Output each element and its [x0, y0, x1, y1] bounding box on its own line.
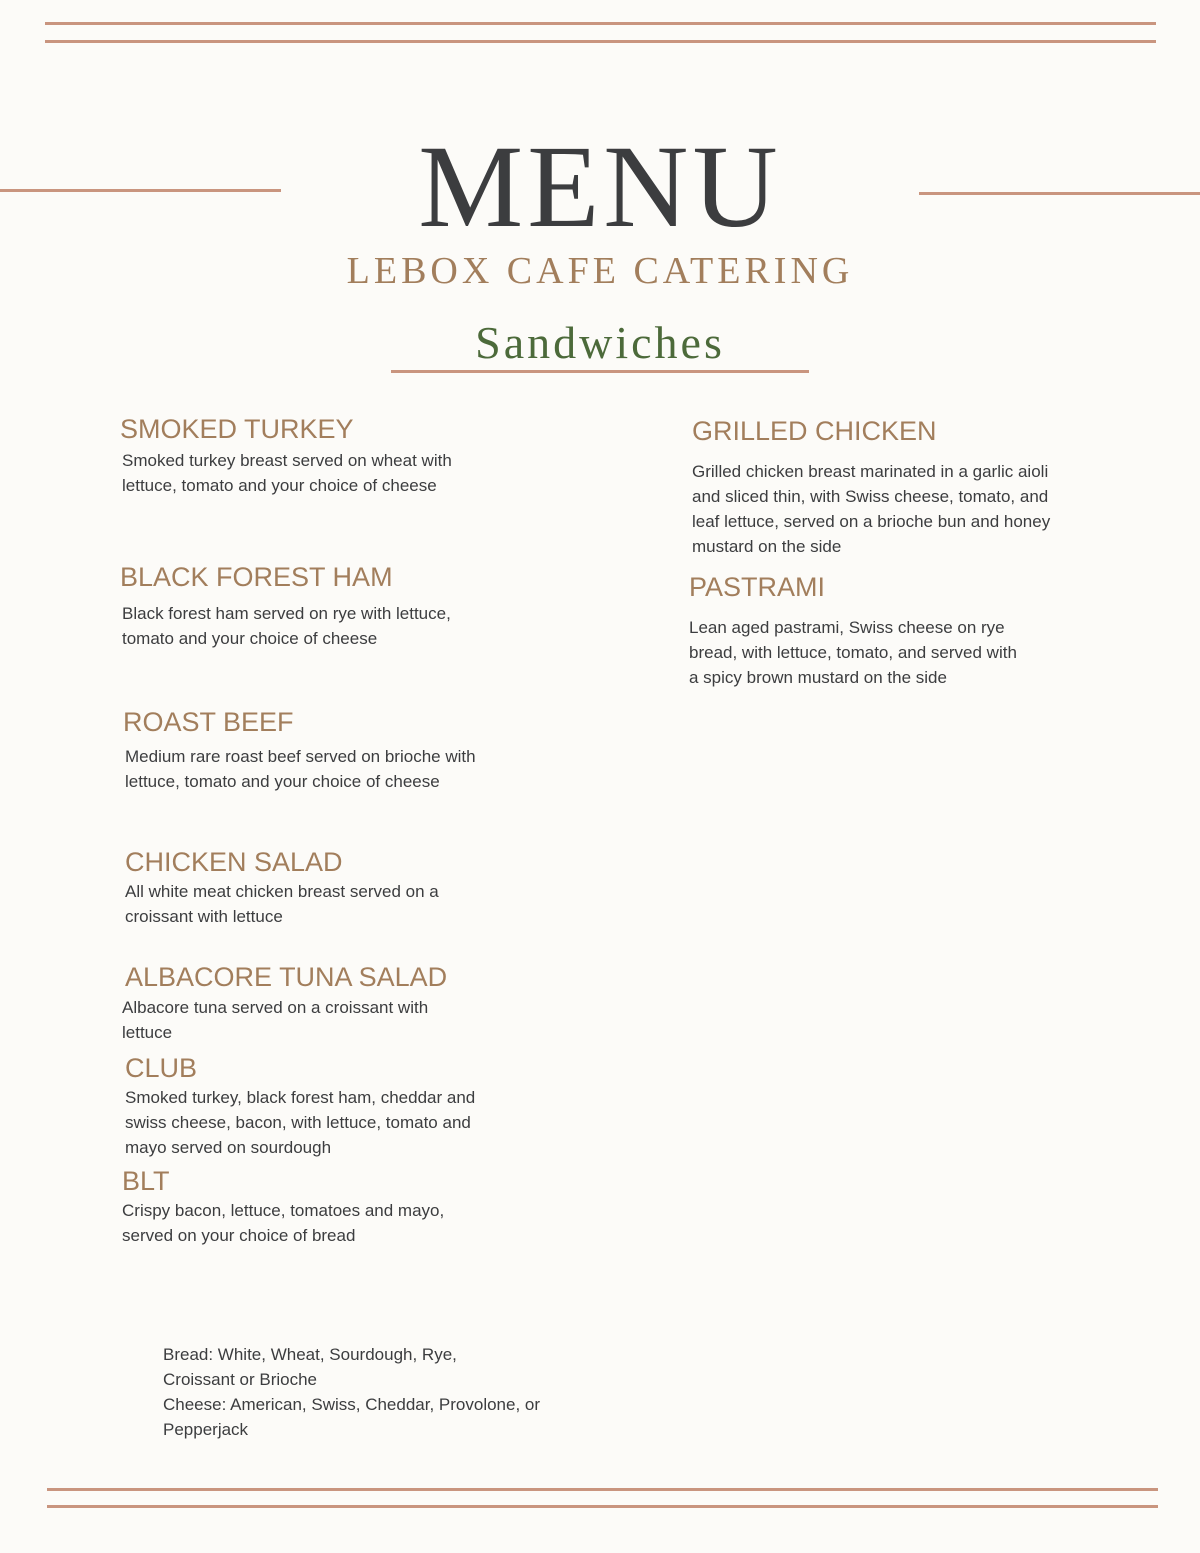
item-description: Crispy bacon, lettuce, tomatoes and mayo, served on your choice of bread [122, 1201, 445, 1245]
item-description: Black forest ham served on rye with lettuce, tomato and your choice of cheese [122, 604, 451, 648]
top-rule-1 [45, 22, 1156, 25]
bread-options: Bread: White, Wheat, Sourdough, Rye, Croissant or Brioche [163, 1345, 457, 1389]
cheese-options: Cheese: American, Swiss, Cheddar, Provolone, or Pepperjack [163, 1395, 541, 1439]
menu-item-black-forest-ham [120, 564, 500, 651]
top-rule-2 [45, 40, 1156, 43]
item-name: ROAST BEEF [123, 707, 294, 737]
menu-item-roast-beef [123, 709, 523, 794]
menu-item-chicken-salad [125, 849, 505, 929]
item-description: Lean aged pastrami, Swiss cheese on rye bread, with lettuce, tomato, and served with a spicy brown mustard on the side [689, 618, 1017, 687]
restaurant-name: LEBOX CAFE CATERING [346, 250, 854, 292]
item-name: SMOKED TURKEY [120, 414, 354, 444]
bottom-rule-2 [47, 1505, 1158, 1508]
menu-item-blt [122, 1168, 522, 1248]
item-name: GRILLED CHICKEN [692, 416, 937, 446]
menu-item-grilled-chicken [692, 418, 1072, 559]
item-name: BLACK FOREST HAM [120, 562, 393, 592]
item-name: CHICKEN SALAD [125, 847, 343, 877]
item-name: ALBACORE TUNA SALAD [125, 962, 448, 992]
bread-cheese-notes [163, 1342, 563, 1442]
menu-item-smoked-turkey [120, 416, 500, 498]
section-title: Sandwiches [475, 317, 725, 368]
item-description: Smoked turkey breast served on wheat with lettuce, tomato and your choice of cheese [122, 451, 452, 495]
menu-item-club [125, 1055, 525, 1160]
menu-item-albacore-tuna-salad [122, 964, 522, 1045]
item-description: Grilled chicken breast marinated in a garlic aioli and sliced thin, with Swiss cheese, tomato, and leaf lettuce, served on a brioche bun and honey mustard on the side [692, 462, 1051, 556]
menu-title: MENU [418, 121, 782, 252]
item-description: Medium rare roast beef served on brioche with lettuce, tomato and your choice of cheese [125, 747, 476, 791]
item-name: PASTRAMI [689, 572, 826, 602]
menu-item-pastrami [689, 574, 1069, 690]
item-name: CLUB [125, 1053, 198, 1083]
item-description: Albacore tuna served on a croissant with lettuce [122, 998, 429, 1042]
item-description: Smoked turkey, black forest ham, cheddar and swiss cheese, bacon, with lettuce, tomato and mayo served on sourdough [125, 1088, 476, 1157]
item-name: BLT [122, 1166, 170, 1196]
bottom-rule-1 [47, 1488, 1158, 1491]
section-underline [391, 370, 809, 373]
item-description: All white meat chicken breast served on a croissant with lettuce [125, 882, 439, 926]
